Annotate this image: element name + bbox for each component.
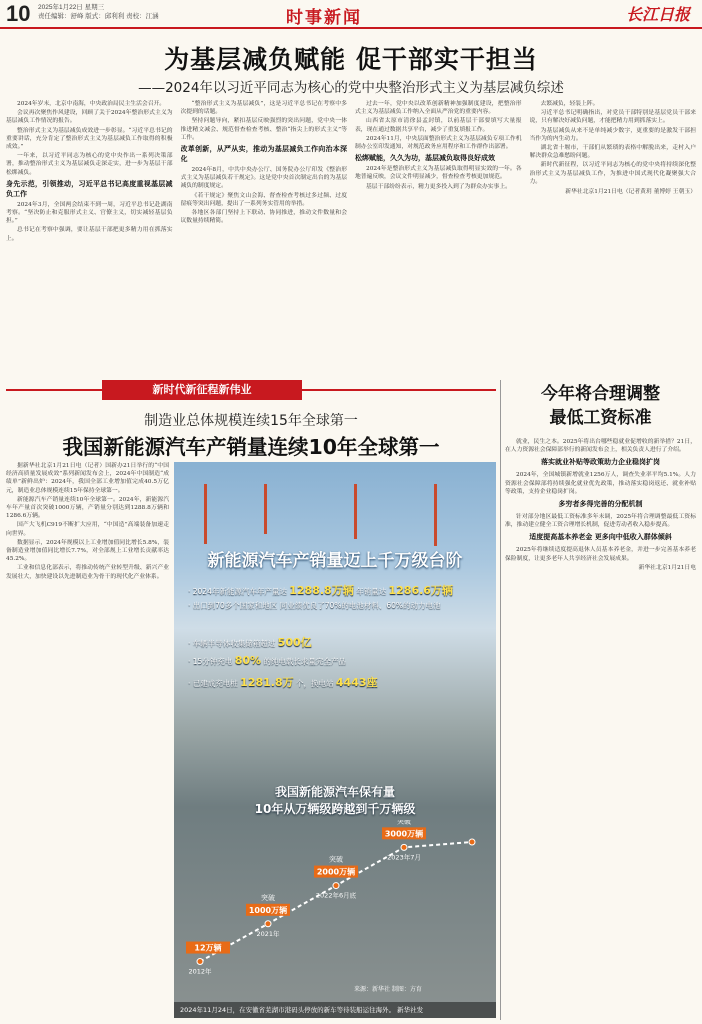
paragraph: 过去一年，党中央以改革创新精神加强制度建设，把整治形式主义为基层减负工作纳入全面从严治党的重要内容。: [355, 101, 522, 116]
milestone-note: 突破: [397, 820, 411, 826]
data-point: [333, 883, 339, 889]
paragraph: 习近平总书记明确指出，对党员干部特别是基层党员干部来说，只有解决好减负问题，才能把精力用到抓落实上。: [529, 110, 696, 125]
side-subheading: 多穷者多得完善的分配机制: [558, 500, 643, 509]
paragraph: “整治形式主义为基层减负”，这是习近平总书记在考察中多次提到的话题。: [180, 101, 347, 116]
chart-source: 来源：新华社 制图：方育: [354, 986, 422, 993]
paragraph: 工业和信息化部表示，将推动传统产业转型升级、新兴产业发展壮大，加快建设以先进制造业为骨干的现代化产业体系。: [6, 565, 169, 580]
paragraph: 山西省太原市清徐县孟封镇，以前基层干部要填写大量报表，现在通过数据共享平台，减少了重复填报工作。: [355, 118, 522, 133]
paragraph: 为基层减负从来不是单纯减少数字，更重要的是激发干部担当作为的内生动力。: [529, 127, 696, 142]
paragraph: 2024年11月，中央层面整治形式主义为基层减负专项工作机制办公室印发通知，对规范政务应用程序和工作群作出部署。: [355, 135, 522, 151]
paragraph: 一年来，以习近平同志为核心的党中央作出一系列决策部署，推动整治形式主义为基层减负走深走实，进一步为基层干部松绑减负。: [6, 153, 173, 176]
data-point: [197, 959, 203, 965]
crane-graphic: [354, 484, 357, 539]
milestone-value: 2000万辆: [316, 867, 356, 877]
paragraph: 2024年8月，中共中央办公厅、国务院办公厅印发《整治形式主义为基层减负若干规定》。这是党中央首次制定出台的为基层减负的制度规定。: [180, 167, 347, 190]
photo-caption: 2024年11月24日，在安徽省芜湖市港码头停放的新车等待装船运往海外。 新华社发: [174, 1002, 496, 1018]
crane-graphic: [434, 484, 437, 546]
meta-date: 2025年1月22日 星期三: [38, 4, 105, 11]
meta-editors: 责任编辑：舒峰 版式：邱利利 责校：江涵: [38, 13, 159, 20]
paragraph: 总书记在考察中强调，要让基层干部把更多精力用在抓落实上。: [6, 227, 173, 242]
stat-charging: · 15分钟充电 80% 的纯电载长求量完全产品: [188, 654, 346, 667]
milestone-value: 12万辆: [194, 943, 222, 953]
lead-subheading: 松绑赋能，久久为功，基层减负取得良好成效: [355, 154, 495, 163]
feature-headline: 我国新能源汽车产销量连续10年全球第一: [62, 435, 440, 459]
paragraph: 2024年是整治形式主义为基层减负取得明显实效的一年。各地普遍反映，会议文件明显减少，督查检查考核更加规范。: [355, 166, 522, 181]
paragraph: 会议再次聚焦作风建设，回顾了关于2024年整治形式主义为基层减负工作情况的报告。: [6, 110, 173, 125]
newspaper-logo: 长江日报: [625, 5, 690, 24]
page-number: 10: [6, 1, 31, 26]
paragraph: 2024年3月，全国两会结束不到一周，习近平总书记赴湖南考察。“坚决防止和克服形式主义、官僚主义，切实减轻基层负担。”: [6, 201, 173, 225]
milestone-date: 2023年7月: [387, 853, 421, 862]
paragraph: 数据显示，2024年规模以上工业增加值同比增长5.8%，装备制造业增加值同比增长7.7%，对全部规上工业增长贡献率达45.2%。: [6, 539, 169, 563]
paragraph: 去繁减负，轻装上阵。: [540, 101, 599, 107]
ownership-chart-svg: [186, 820, 486, 980]
paragraph: 《若干规定》聚焦文山会海、督查检查考核过多过频、过度留痕等突出问题，提出了一系列务实管用的举措。: [180, 192, 347, 207]
paragraph: 各地区各部门坚持上下联动、协同推进，推动文件数量和会议数量持续精简。: [180, 210, 347, 225]
paragraph: 2025年将继续适度提高退休人员基本养老金，并进一步完善基本养老保险制度，让更多老年人共享经济社会发展成果。: [505, 547, 696, 562]
lead-subheading: 身先示范，引领推动，习近平总书记高度重视基层减负工作: [6, 179, 173, 198]
chart-title: 我国新能源汽车保有量 10年从万辆级跨越到千万辆级: [254, 785, 416, 816]
lead-subheadline: ——2024年以习近平同志为核心的党中央整治形式主义为基层减负综述: [138, 80, 564, 96]
crane-graphic: [204, 484, 207, 544]
side-headline: 今年将合理调整 最低工资标准: [541, 384, 660, 428]
stat-chargers: · 已建成充电桩 1281.8万 个，换电站 4443座: [188, 676, 378, 689]
paragraph: 国产大飞机C919不断扩大应用，“中国造”高端装备加速走向世界。: [6, 522, 169, 537]
lead-headline: 为基层减负赋能 促干部实干担当: [164, 45, 538, 74]
milestone-value: 3000万辆: [384, 829, 424, 839]
side-source: 新华社北京1月21日电: [638, 564, 696, 571]
crane-graphic: [264, 484, 267, 534]
lead-subheading: 改革创新，从严从实，推动为基层减负工作向治本深化: [180, 145, 347, 164]
column-divider: [500, 380, 501, 1020]
stat-export: · 出口到70多个国家和地区 同业绩优良了70%的电池材料、60%的动力电池: [188, 601, 441, 610]
side-subheading: 适度提高基本养老金 更多向中低收入群体倾斜: [529, 533, 672, 542]
paragraph: 基层干部纷纷表示，精力更多投入到了为群众办实事上。: [366, 183, 511, 190]
lead-signature: 新华社北京1月21日电（记者黄玥 董博婷 王朝玉）: [565, 189, 696, 196]
lead-column-1: [6, 100, 173, 375]
paragraph: 湖北省十堰市，干部们从繁琐的表格中解脱出来，走村入户解决群众急难愁盼问题。: [529, 145, 696, 160]
paragraph: 就业，民生之本。2025年将出台哪些稳就业促增收的新举措？21日，在人力资源社会保障部举行的新闻发布会上，相关负责人进行了介绍。: [505, 439, 696, 454]
milestone-note: 突破: [329, 855, 343, 864]
paragraph: 2024年岁末，北京中南海，中央政治局民主生活会召开。: [17, 101, 166, 107]
data-point: [265, 921, 271, 927]
milestone-value: 1000万辆: [248, 905, 288, 915]
side-body: [505, 438, 696, 572]
paragraph: 针对部分地区最低工资标准多年未调，2025年将合理调整最低工资标准，推动建立健全工资合理增长机制，促进劳动者收入稳步提高。: [505, 514, 696, 529]
lead-body: [6, 100, 696, 375]
milestone-date: 2012年: [188, 967, 212, 976]
lead-column-3: [355, 100, 522, 375]
data-point: [469, 839, 475, 845]
paragraph: 坚持问题导向，紧扣基层反映强烈的突出问题，党中央一体推进精文减会、规范督查检查考核、整治“指尖上的形式主义”等工作。: [180, 118, 347, 141]
paragraph: 据新华社北京1月21日电（记者）国新办21日举行的“中国经济高质量发展成效”系列新闻发布会上，2024年中国制造“成绩单”新鲜出炉：2024年，我国全部工业增加值完成40.5万亿元，制造业总体规模连续15年保持全球第一。: [6, 463, 169, 494]
paragraph: 2024年，全国城镇新增就业1256万人，调查失业率平均5.1%。人力资源社会保障部将持续强化就业优先政策，推动落实稳岗返还、就业补贴等政策，支持企业稳岗扩岗。: [505, 472, 696, 495]
page-meta: [38, 3, 159, 21]
feature-kicker: 制造业总体规模连续15年全球第一: [144, 413, 358, 429]
side-subheading: 落实就业补贴等政策助力企业稳岗扩岗: [541, 458, 660, 467]
page-header: [0, 0, 702, 29]
lead-column-2: [181, 100, 348, 375]
feature-body: [6, 462, 169, 1018]
paragraph: 整治形式主义为基层减负成效进一步彰显。“习近平总书记的重要讲话，充分肯定了整治形式主义为基层减负工作取得的积极成效。”: [6, 127, 173, 151]
infographic-title: 新能源汽车产销量迈上千万级台阶: [207, 551, 463, 571]
feature-banner: 新时代新征程新伟业: [102, 380, 302, 400]
ownership-chart: [186, 820, 486, 980]
section-title: 时事新闻: [286, 8, 362, 28]
lead-column-4: [530, 100, 697, 375]
paragraph: 新能源汽车产销量连续10年全球第一。2024年，新能源汽车年产量首次突破1000万辆，产销量分别达到1288.8万辆和1286.6万辆。: [6, 496, 169, 520]
milestone-date: 2022年6月底: [315, 891, 357, 900]
data-point: [401, 844, 407, 850]
infographic-photo: [174, 462, 496, 1018]
stat-production: · 2024年新能源汽车年产量达 1288.8万辆 年销量达 1286.6万辆: [188, 584, 453, 597]
paragraph: 新时代新征程，以习近平同志为核心的党中央将持续深化整治形式主义为基层减负工作，为推进中国式现代化凝聚强大合力。: [529, 162, 696, 185]
milestone-date: 2021年: [256, 929, 280, 938]
stat-semiconductor: · 车辆半导体收集储箱超过 500亿: [188, 636, 312, 649]
milestone-note: 突破: [261, 893, 275, 902]
side-article: [505, 380, 696, 1024]
